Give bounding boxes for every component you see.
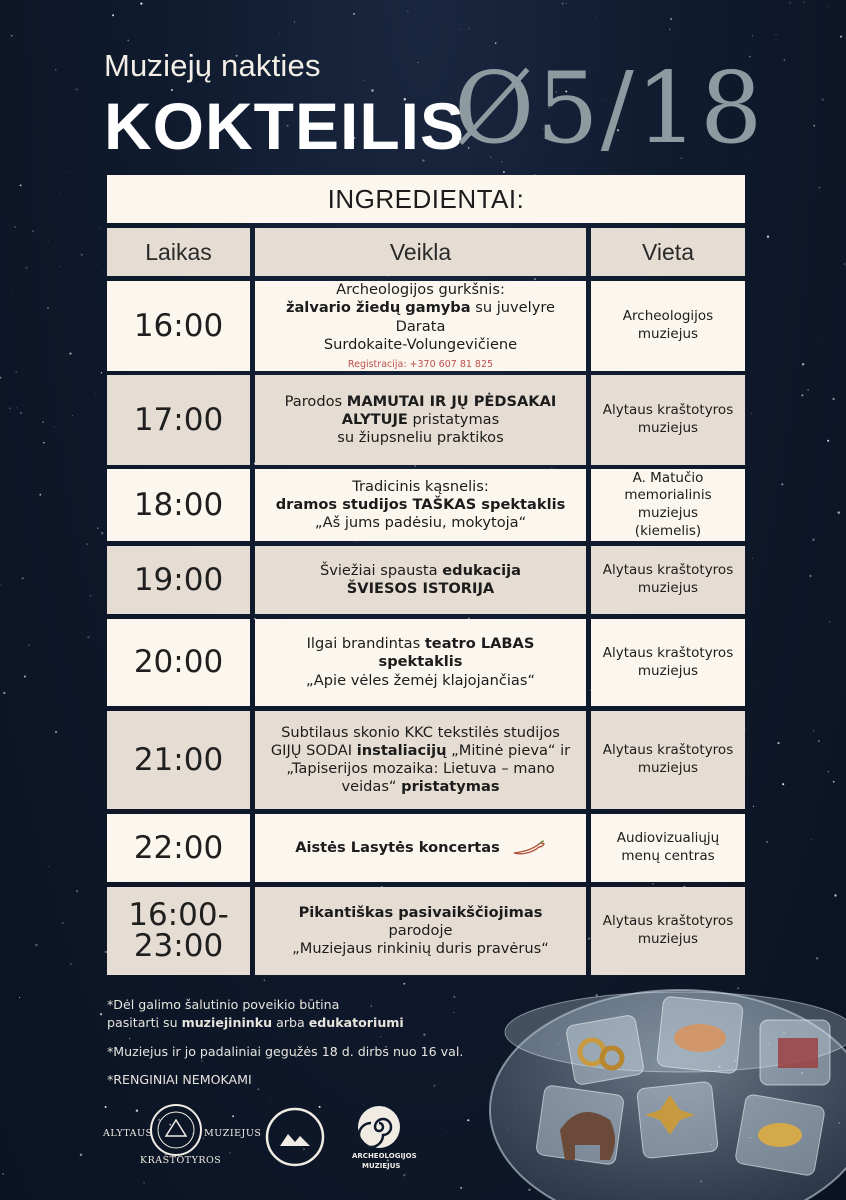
text-segment: GIJŲ SODAI — [270, 741, 357, 759]
note-side-effect — [107, 996, 404, 1032]
text-segment: Parodos — [284, 392, 347, 410]
registration-phone[interactable]: Registracija: +370 607 81 825 — [347, 359, 494, 371]
text-line — [107, 1014, 404, 1032]
text-line — [320, 562, 521, 580]
time-cell: 21:00 — [107, 711, 250, 809]
venue-line: muziejus — [637, 326, 699, 342]
activity-cell — [255, 814, 586, 882]
text-segment: su žiupsneliu praktikos — [337, 429, 504, 447]
text-line — [315, 514, 526, 532]
text-line — [265, 904, 576, 940]
logo-text-archeologijos: ARCHEOLOGIJOS — [352, 1152, 417, 1160]
text-line — [341, 778, 499, 796]
logo-text-archeologijos-muziejus: MUZIEJUS — [362, 1162, 401, 1170]
text-line — [265, 635, 576, 671]
text-line — [337, 429, 503, 447]
text-line — [286, 760, 554, 778]
activity-cell — [255, 281, 586, 371]
logo-text-alytaus: ALYTAUS — [103, 1128, 153, 1139]
venue-line: muziejus — [637, 580, 699, 596]
bold-segment: MAMUTAI IR JŲ PĖDSAKAI — [346, 392, 557, 410]
venue-line: (kiemelis) — [634, 522, 702, 539]
activity-cell — [255, 619, 586, 706]
logo-text-muziejus: MUZIEJUS — [204, 1128, 262, 1139]
text-segment: su juvelyre Darata — [395, 299, 556, 335]
text-line — [347, 580, 494, 598]
venue-line: A. Matučio — [632, 469, 704, 486]
bold-segment: edukatoriumi — [308, 1014, 404, 1030]
venue-cell — [591, 619, 745, 706]
venue-line: muziejus — [637, 662, 699, 679]
text-segment: Ilgai brandintas — [306, 635, 425, 653]
av-center-icon — [264, 1106, 326, 1168]
venue-cell — [591, 546, 745, 614]
header-title: KOKTEILIS — [104, 89, 466, 163]
kraštotyros-museum-logo — [148, 1102, 204, 1162]
venue-line: muziejus — [637, 420, 699, 436]
activity-cell — [255, 469, 586, 541]
bold-segment: instaliacijų — [356, 741, 447, 759]
bold-segment: pristatymas — [401, 778, 500, 796]
column-header-time: Laikas — [107, 228, 250, 276]
text-line — [285, 393, 557, 411]
venue-line: Alytaus kraštotyros — [602, 742, 734, 759]
spiral-icon — [356, 1104, 402, 1150]
activity-cell — [255, 375, 586, 465]
bold-segment: žalvario žiedų gamyba — [285, 299, 471, 317]
museum-seal-icon — [148, 1102, 204, 1158]
chili-pepper-icon — [512, 840, 546, 856]
text-segment: Archeologijos gurkšnis: — [336, 281, 505, 299]
bold-segment: edukacija — [442, 561, 522, 579]
bold-segment: dramos studijos TAŠKAS spektaklis — [275, 495, 566, 513]
bold-segment: ŠVIESOS ISTORIJA — [346, 580, 495, 597]
venue-cell — [591, 814, 745, 882]
text-segment: Subtilaus skonio KKC tekstilės studijos — [281, 723, 560, 741]
bold-segment: muziejininku — [181, 1014, 273, 1030]
bold-segment: ALYTUJE — [341, 410, 408, 428]
column-header-venue: Vieta — [591, 228, 745, 276]
text-segment: pristatymas — [407, 410, 500, 428]
column-header-activity: Veikla — [255, 228, 586, 276]
activity-cell — [255, 711, 586, 809]
cocktail-bowl-illustration — [480, 960, 846, 1200]
text-line — [295, 839, 546, 857]
text-line — [292, 940, 549, 958]
time-cell: 17:00 — [107, 375, 250, 465]
venue-line: menų centras — [621, 848, 715, 864]
venue-line: Alytaus kraštotyros — [602, 644, 734, 661]
text-segment: veidas“ — [341, 778, 402, 796]
text-line — [276, 496, 566, 514]
text-segment: arba — [272, 1014, 309, 1030]
text-line — [352, 478, 489, 496]
text-line — [281, 724, 560, 742]
venue-line: Audiovizualiųjų — [616, 830, 720, 847]
text-line — [306, 672, 535, 690]
text-line — [265, 299, 576, 335]
venue-line: Archeologijos — [622, 308, 714, 325]
text-segment: „Apie vėles žemėj klajojančias“ — [305, 671, 536, 689]
text-line — [107, 996, 404, 1014]
time-cell: 18:00 — [107, 469, 250, 541]
text-segment: „Muziejaus rinkinių duris pravėrus“ — [292, 940, 549, 958]
bold-segment: Aistės Lasytės koncertas — [295, 838, 500, 856]
venue-line: muziejus — [637, 760, 699, 776]
text-line — [342, 411, 499, 429]
text-segment: Tradicinis kąsnelis: — [352, 477, 489, 495]
text-segment: *Dėl galimo šalutinio poveikio būtina — [107, 997, 340, 1012]
bold-segment: Pikantiškas pasivaikščiojimas — [298, 903, 543, 921]
activity-cell — [255, 546, 586, 614]
header-subtitle: Muziejų nakties — [104, 48, 321, 83]
venue-line: memorialinis muziejus — [624, 487, 712, 521]
venue-line: Alytaus kraštotyros — [602, 402, 734, 419]
note-free: *RENGINIAI NEMOKAMI — [107, 1072, 252, 1087]
time-cell: 16:00 — [107, 281, 250, 371]
text-segment: „Tapiserijos mozaika: Lietuva – mano — [286, 760, 555, 777]
venue-line: Alytaus kraštotyros — [602, 562, 734, 579]
text-line — [324, 336, 517, 354]
note-hours: *Muziejus ir jo padaliniai gegužės 18 d. dirbs nuo 16 val. — [107, 1044, 464, 1059]
header-date: Ø5/18 — [454, 52, 765, 166]
text-segment: „Mitinė pieva“ ir — [446, 741, 571, 759]
venue-cell — [591, 375, 745, 465]
text-segment: Šviežiai spausta — [319, 561, 443, 579]
text-line — [271, 742, 570, 760]
logo-text-kraštotyros: KRAŠTOTYROS — [140, 1155, 222, 1166]
venue-cell — [591, 469, 745, 541]
venue-cell — [591, 281, 745, 371]
text-line — [336, 281, 505, 299]
time-cell: 16:00- 23:00 — [107, 887, 250, 975]
venue-line: Alytaus kraštotyros — [602, 913, 734, 930]
venue-cell — [591, 711, 745, 809]
time-cell: 19:00 — [107, 546, 250, 614]
av-center-logo — [264, 1106, 326, 1172]
bold-segment: teatro LABAS spektaklis — [378, 635, 535, 671]
venue-line: muziejus — [637, 931, 699, 947]
time-cell: 22:00 — [107, 814, 250, 882]
time-cell: 20:00 — [107, 619, 250, 706]
text-segment: parodoje — [388, 921, 453, 939]
ingredients-banner: INGREDIENTAI: — [107, 175, 745, 223]
archaeology-museum-logo — [356, 1104, 402, 1154]
text-segment: „Aš jums padėsiu, mokytoja“ — [314, 514, 527, 532]
text-segment: pasitarti su — [107, 1014, 182, 1030]
text-segment: Surdokaite-Volungevičiene — [323, 335, 518, 353]
